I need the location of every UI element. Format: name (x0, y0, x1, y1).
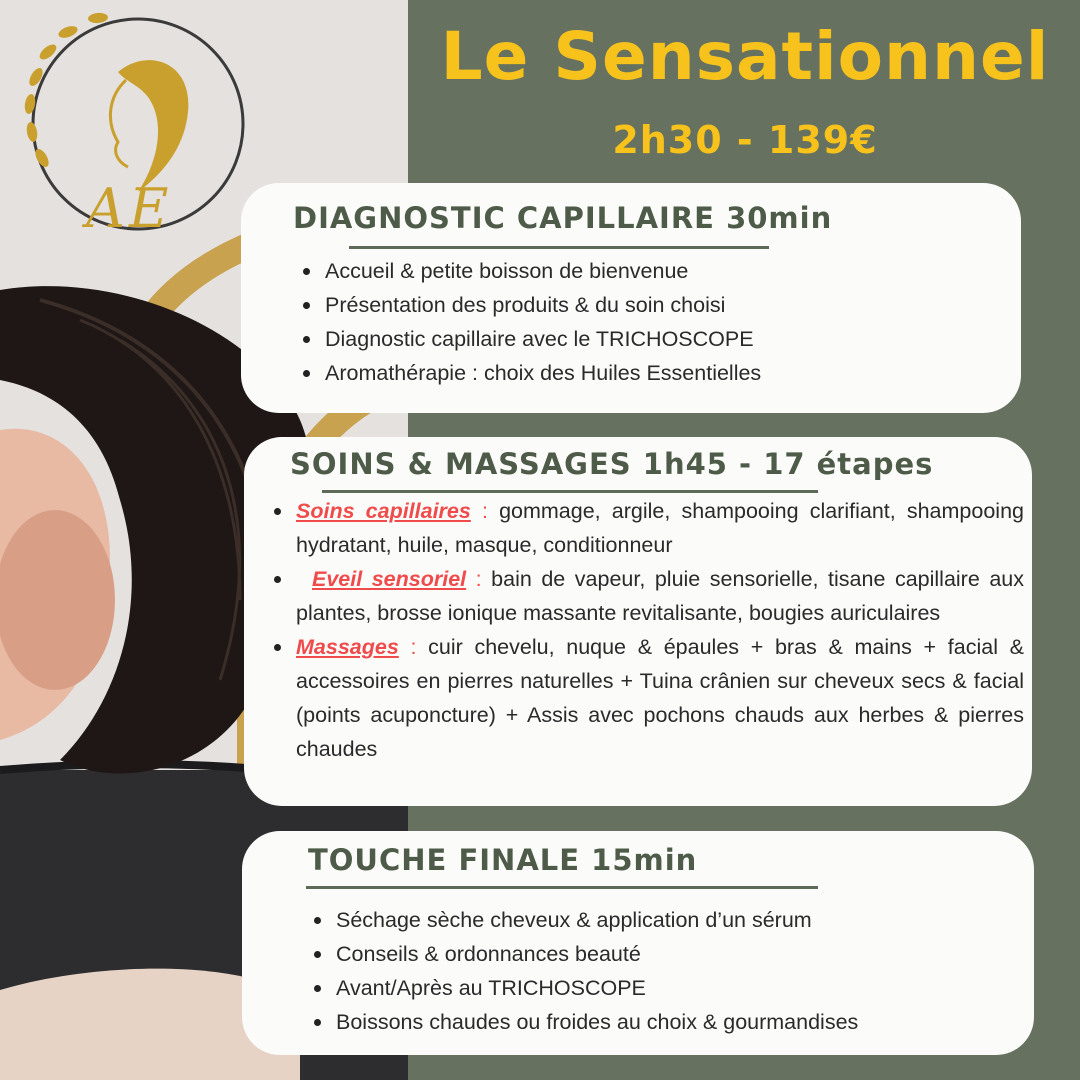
massages-label: Massages (296, 635, 399, 659)
page-title: Le Sensationnel (440, 18, 1050, 95)
list-item: Diagnostic capillaire avec le TRICHOSCOPE (301, 322, 761, 356)
eveil-sensoriel-text: bain de vapeur, pluie sensorielle, tisane capillaire aux plantes, brosse ionique massante revitalisante, bougies auriculaires (296, 567, 1024, 625)
list-item: Conseils & ordonnances beauté (312, 937, 858, 971)
touche-finale-card (242, 831, 1034, 1055)
list-item: Aromathérapie : choix des Huiles Essentielles (301, 356, 761, 390)
salon-logo (8, 2, 248, 252)
touche-title: TOUCHE FINALE 15min (308, 843, 698, 877)
list-item: Accueil & petite boisson de bienvenue (301, 254, 761, 288)
label-separator: : (398, 635, 429, 659)
list-item: Boissons chaudes ou froides au choix & gourmandises (312, 1005, 858, 1039)
massages-text: cuir chevelu, nuque & épaules + bras & mains + facial & accessoires en pierres naturelles + Tuina crânien sur cheveux secs & facial (points acuponcture) + Assis avec pochons chauds aux herbes & pierres chaudes (296, 635, 1024, 761)
list-item: Présentation des produits & du soin choisi (301, 288, 761, 322)
duration-price: 2h30 - 139€ (612, 118, 878, 162)
diagnostic-list (301, 254, 761, 390)
list-item (296, 562, 1024, 630)
soins-massages-card (244, 437, 1032, 806)
soins-capillaires-label: Soins capillaires (296, 499, 471, 523)
label-separator: : (466, 567, 492, 591)
eveil-sensoriel-label: Eveil sensoriel (312, 567, 467, 591)
list-item: Séchage sèche cheveux & application d’un sérum (312, 903, 858, 937)
touche-list (312, 903, 858, 1039)
touche-divider (306, 886, 818, 889)
soins-divider (322, 490, 818, 493)
diagnostic-card (241, 183, 1021, 413)
soins-list (296, 494, 1024, 766)
soins-title: SOINS & MASSAGES 1h45 - 17 étapes (290, 447, 934, 481)
logo-monogram: AE (86, 177, 173, 240)
list-item: Avant/Après au TRICHOSCOPE (312, 971, 858, 1005)
list-item (296, 630, 1024, 766)
soins-capillaires-text: gommage, argile, shampooing clarifiant, shampooing hydratant, huile, masque, conditionneur (296, 499, 1024, 557)
diagnostic-divider (349, 246, 769, 249)
list-item (296, 494, 1024, 562)
diagnostic-title: DIAGNOSTIC CAPILLAIRE 30min (293, 201, 833, 235)
label-separator: : (470, 499, 500, 523)
